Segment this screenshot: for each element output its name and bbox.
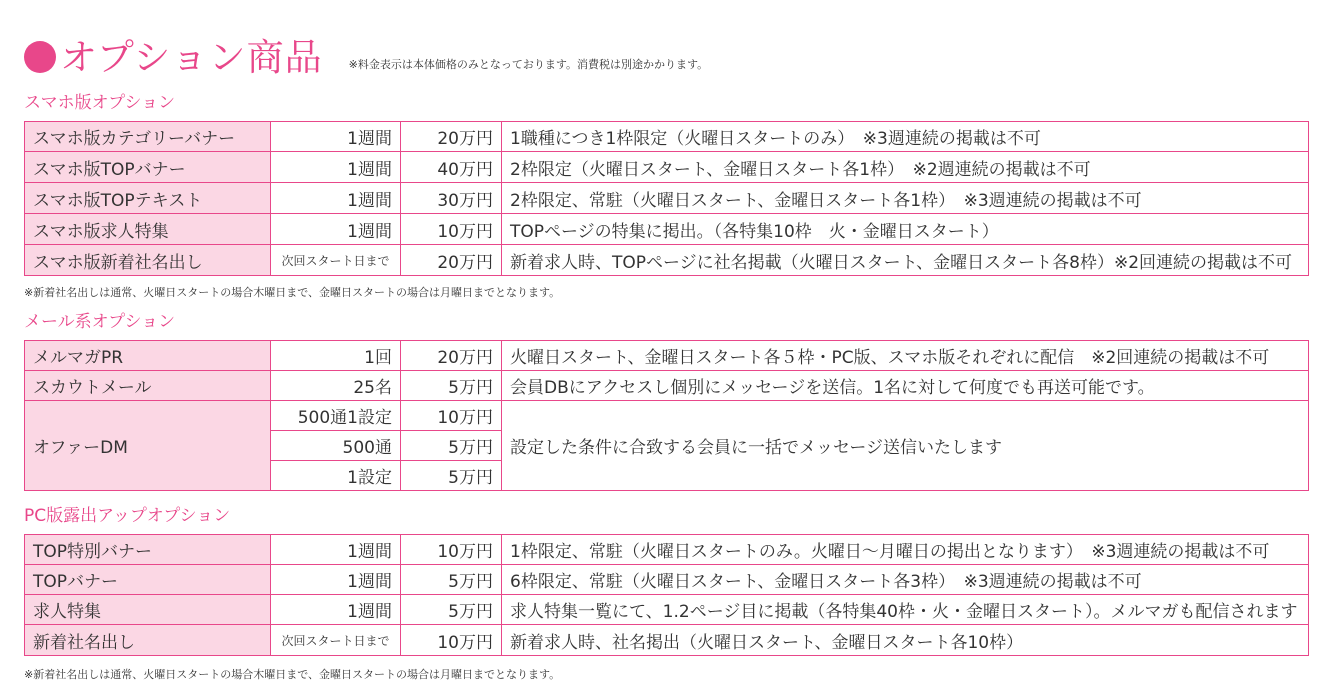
option-name: スマホ版TOPテキスト [25,183,271,214]
option-name: 求人特集 [25,595,271,625]
option-price: 10万円 [401,625,502,656]
table-row [25,625,1309,656]
option-description: 設定した条件に合致する会員に一括でメッセージ送信いたします [502,401,1309,491]
option-name: 新着社名出し [25,625,271,656]
option-description: 火曜日スタート、金曜日スタート各５枠・PC版、スマホ版それぞれに配信 ※2回連続の掲載は不可 [502,341,1309,371]
smartphone-options-table [24,121,1309,276]
option-description: 1枠限定、常駐（火曜日スタートのみ。火曜日～月曜日の掲出となります） ※3週連続の掲載は不可 [502,535,1309,565]
section-title-pc: PC版露出アップオプション [24,506,231,526]
option-price: 5万円 [401,371,502,401]
table-row [25,214,1309,245]
option-name: TOPバナー [25,565,271,595]
table-row [25,535,1309,565]
option-price: 5万円 [401,431,502,461]
option-name: メルマガPR [25,341,271,371]
option-name: TOP特別バナー [25,535,271,565]
page-header [24,30,708,80]
option-price: 10万円 [401,214,502,245]
section-title-smartphone: スマホ版オプション [24,93,176,113]
option-description: 新着求人時、TOPページに社名掲載（火曜日スタート、金曜日スタート各8枠）※2回連続の掲載は不可 [502,245,1309,276]
option-price: 40万円 [401,152,502,183]
option-period: 1週間 [271,122,401,152]
option-price: 30万円 [401,183,502,214]
option-price: 5万円 [401,595,502,625]
page-title: オプション商品 [60,36,323,79]
table-row [25,595,1309,625]
footnote-smartphone: ※新着社名出しは通常、火曜日スタートの場合木曜日まで、金曜日スタートの場合は月曜日までとなります。 [24,286,561,299]
option-name: スマホ版新着社名出し [25,245,271,276]
option-period: 1回 [271,341,401,371]
option-period: 25名 [271,371,401,401]
option-price: 20万円 [401,341,502,371]
option-period: 1週間 [271,595,401,625]
bullet-dot-icon [24,41,56,73]
option-description: 1職種につき1枠限定（火曜日スタートのみ） ※3週連続の掲載は不可 [502,122,1309,152]
option-period: 1週間 [271,152,401,183]
table-row [25,371,1309,401]
option-period: 1週間 [271,535,401,565]
option-price: 20万円 [401,245,502,276]
option-name: スマホ版求人特集 [25,214,271,245]
option-price: 5万円 [401,565,502,595]
footnote-pc: ※新着社名出しは通常、火曜日スタートの場合木曜日まで、金曜日スタートの場合は月曜日までとなります。 [24,668,561,681]
option-description: 新着求人時、社名掲出（火曜日スタート、金曜日スタート各10枠） [502,625,1309,656]
option-description: 2枠限定（火曜日スタート、金曜日スタート各1枠） ※2週連続の掲載は不可 [502,152,1309,183]
table-row [25,152,1309,183]
option-name: スマホ版TOPバナー [25,152,271,183]
price-note: ※料金表示は本体価格のみとなっております。消費税は別途かかります。 [348,58,709,71]
option-period: 500通1設定 [271,401,401,431]
option-description: 求人特集一覧にて、1.2ページ目に掲載（各特集40枠・火・金曜日スタート）。メルマガも配信されます [502,595,1309,625]
option-period: 1設定 [271,461,401,491]
table-row [25,341,1309,371]
mail-options-table [24,340,1309,491]
option-period: 次回スタート日まで [271,625,401,656]
option-period: 1週間 [271,565,401,595]
option-name: スカウトメール [25,371,271,401]
option-period: 1週間 [271,214,401,245]
table-row [25,401,1309,431]
option-price: 10万円 [401,401,502,431]
option-description: 2枠限定、常駐（火曜日スタート、金曜日スタート各1枠） ※3週連続の掲載は不可 [502,183,1309,214]
option-period: 500通 [271,431,401,461]
option-name: スマホ版カテゴリーバナー [25,122,271,152]
option-price: 10万円 [401,535,502,565]
option-price: 5万円 [401,461,502,491]
option-price: 20万円 [401,122,502,152]
table-row [25,183,1309,214]
option-description: 6枠限定、常駐（火曜日スタート、金曜日スタート各3枠） ※3週連続の掲載は不可 [502,565,1309,595]
option-description: TOPページの特集に掲出。（各特集10枠 火・金曜日スタート） [502,214,1309,245]
option-period: 次回スタート日まで [271,245,401,276]
option-period: 1週間 [271,183,401,214]
table-row [25,245,1309,276]
option-name: オファーDM [25,401,271,491]
option-description: 会員DBにアクセスし個別にメッセージを送信。1名に対して何度でも再送可能です。 [502,371,1309,401]
table-row [25,122,1309,152]
pc-options-table [24,534,1309,656]
section-title-mail: メール系オプション [24,312,176,332]
table-row [25,565,1309,595]
